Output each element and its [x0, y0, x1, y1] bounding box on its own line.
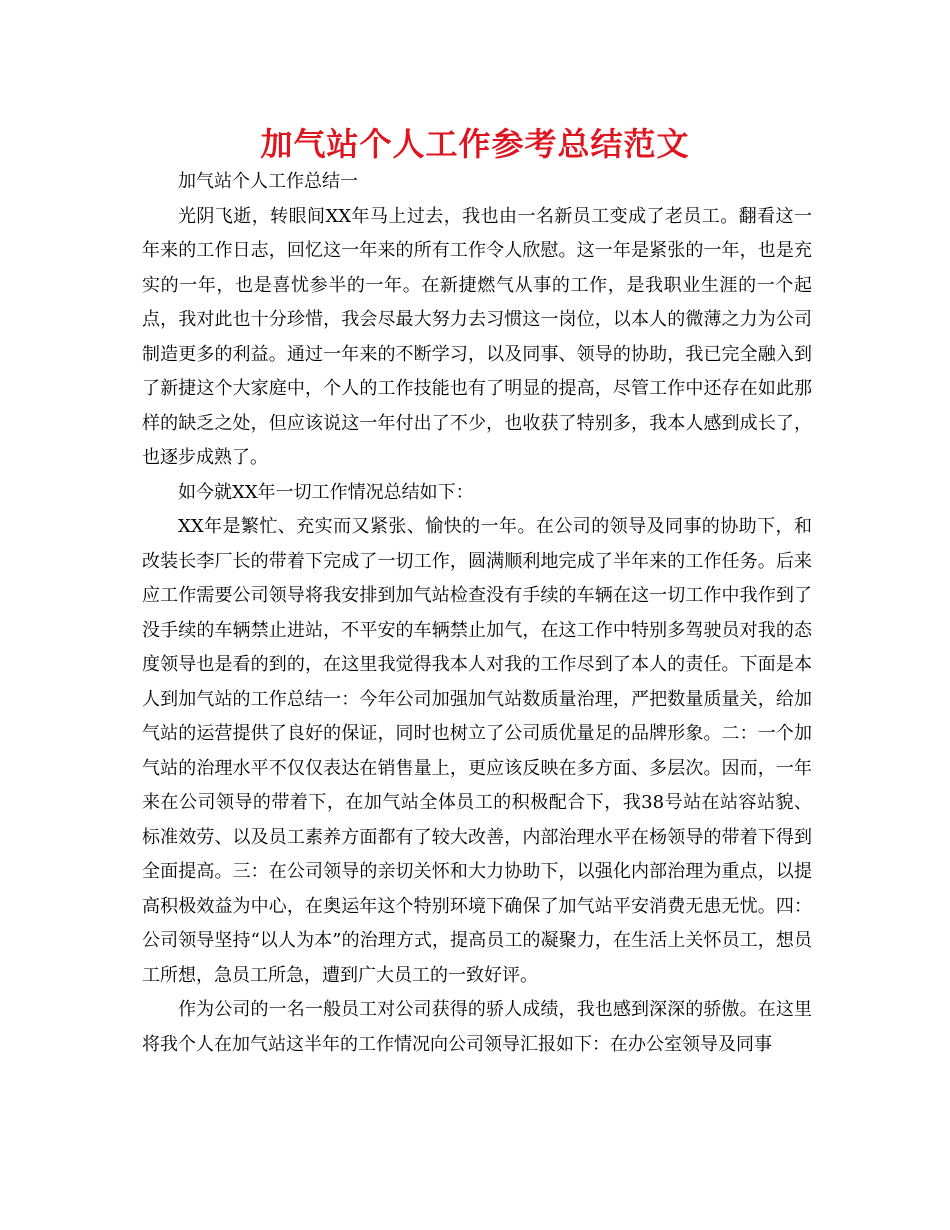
paragraph: 作为公司的一名一般员工对公司获得的骄人成绩，我也感到深深的骄傲。在这里将我个人在加气站这半年的工作情况向公司领导汇报如下：在办公室领导及同事 — [142, 999, 812, 1055]
paragraph: 加气站个人工作总结一 — [178, 171, 358, 192]
document-body — [142, 165, 812, 1062]
paragraph: XX年是繁忙、充实而又紧张、愉快的一年。在公司的领导及同事的协助下，和改装长李厂长的带着下完成了一切工作，圆满顺利地完成了半年来的工作任务。后来应工作需要公司领导将我安排到加气站检查没有手续的车辆在这一切工作中我作到了没手续的车辆禁止进站，不平安的车辆禁止加气，在这工作中特别多驾驶员对我的态度领导也是看的到的，在这里我觉得我本人对我的工作尽到了本人的责任。下面是本人到加气站的工作总结一：今年公司加强加气站数质量治理，严把数量质量关，给加气站的运营提供了良好的保证，同时也树立了公司质优量足的品牌形象。二：一个加气站的治理水平不仅仅表达在销售量上，更应该反映在多方面、多层次。因而，一年来在公司领导的带着下，在加气站全体员工的积极配合下，我38号站在站容站貌、标准效劳、以及员工素养方面都有了较大改善，内部治理水平在杨领导的带着下得到全面提高。三：在公司领导的亲切关怀和大力协助下，以强化内部治理为重点，以提高积极效益为中心，在奥运年这个特别环境下确保了加气站平安消费无患无忧。四：公司领导坚持“以人为本”的治理方式，提高员工的凝聚力，在生活上关怀员工，想员工所想，急员工所急，遭到广大员工的一致好评。 — [142, 516, 812, 986]
paragraph: 如今就XX年一切工作情况总结如下： — [178, 481, 474, 503]
document-title: 加气站个人工作参考总结范文 — [260, 125, 690, 163]
paragraph: 光阴飞逝，转眼间XX年马上过去，我也由一名新员工变成了老员工。翻看这一年来的工作日志，回忆这一年来的所有工作令人欣慰。这一年是紧张的一年，也是充实的一年，也是喜忧参半的一年。在新捷燃气从事的工作，是我职业生涯的一个起点，我对此也十分珍惜，我会尽最大努力去习惯这一岗位，以本人的微薄之力为公司制造更多的利益。通过一年来的不断学习，以及同事、领导的协助，我已完全融入到了新捷这个大家庭中，个人的工作技能也有了明显的提高，尽管工作中还存在如此那样的缺乏之处，但应该说这一年付出了不少，也收获了特别多，我本人感到成长了，也逐步成熟了。 — [142, 205, 812, 468]
